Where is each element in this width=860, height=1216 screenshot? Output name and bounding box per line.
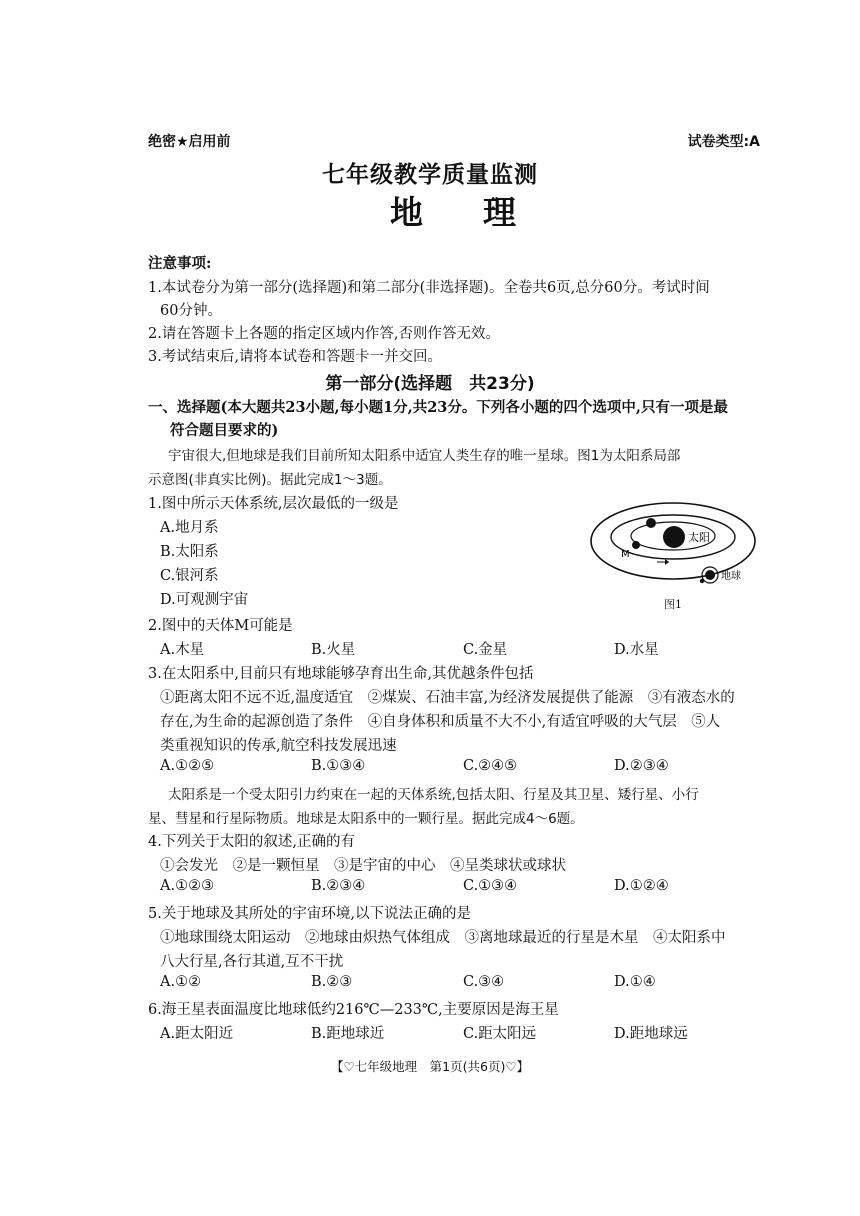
option-a: A.①②③ [160,878,215,894]
notice-item: 2.请在答题卡上各题的指定区域内作答,否则作答无效。 [148,326,500,342]
planet-m-icon [632,541,640,549]
question-stem: 2.图中的天体M可能是 [148,618,293,634]
figure-caption: 图1 [664,598,682,611]
question-stem: 6.海王星表面温度比地球低约216℃—233℃,主要原因是海王星 [148,1002,559,1018]
passage-text: 宇宙很大,但地球是我们目前所知太阳系中适宜人类生存的唯一星球。图1为太阳系局部 [168,448,681,464]
option-d: D.①②④ [614,878,669,894]
option-b: B.①③④ [311,758,366,774]
notice-heading: 注意事项: [148,255,212,272]
option-d: D.水星 [614,642,659,658]
passage-text: 星、彗星和行星际物质。地球是太阳系中的一颗行星。据此完成4～6题。 [148,811,584,827]
question-statement: ①会发光 ②是一颗恒星 ③是宇宙的中心 ④呈类球状或球状 [160,858,566,874]
paper-type-label: 试卷类型:A [687,134,760,150]
m-label: M [621,549,630,560]
question-statement: ①地球围绕太阳运动 ②地球由炽热气体组成 ③离地球最近的行星是木星 ④太阳系中 [160,930,726,946]
notice-item: 3.考试结束后,请将本试卷和答题卡一并交回。 [148,349,442,365]
option-c: C.①③④ [463,878,518,894]
question-statement: 类重视知识的传承,航空科技发展迅速 [160,738,397,754]
option-a: A.①②⑤ [160,758,215,774]
notice-item: 1.本试卷分为第一部分(选择题)和第二部分(非选择题)。全卷共6页,总分60分。考试时间 [148,280,710,296]
option-c: C.距太阳远 [463,1026,537,1042]
confidential-label: 绝密★启用前 [148,134,231,150]
sun-label: 太阳 [688,531,710,544]
page-footer: 【♡七年级地理 第1页(共6页)♡】 [330,1059,530,1074]
option-a: A.木星 [160,642,205,658]
question-statement: 存在,为生命的起源创造了条件 ④自身体积和质量不大不小,有适宜呼吸的大气层 ⑤人 [160,714,721,730]
question-statement: 八大行星,各行其道,互不干扰 [160,954,344,970]
option-b: B.火星 [311,642,356,658]
sun-icon [663,526,685,548]
option-c: C.②④⑤ [463,758,518,774]
question-stem: 3.在太阳系中,目前只有地球能够孕育出生命,其优越条件包括 [148,666,534,682]
part-instructions: 符合题目要求的) [170,422,279,439]
option-d: D.距地球远 [614,1026,688,1042]
notice-item: 60分钟。 [160,303,222,319]
option-a: A.距太阳近 [160,1026,234,1042]
moon-icon [700,579,704,583]
option-c: C.③④ [463,974,505,990]
option-d: D.可观测宇宙 [160,592,249,608]
option-b: B.②③④ [311,878,366,894]
part-instructions: 一、选择题(本大题共23小题,每小题1分,共23分。下列各小题的四个选项中,只有一项是最 [148,399,728,416]
section-title: 第一部分(选择题 共23分) [325,374,535,394]
earth-label: 地球 [721,571,741,582]
question-stem: 1.图中所示天体系统,层次最低的一级是 [148,496,399,512]
option-a: A.地月系 [160,520,219,536]
planet-icon [646,518,656,528]
option-b: B.距地球近 [311,1026,385,1042]
question-stem: 5.关于地球及其所处的宇宙环境,以下说法正确的是 [148,906,471,922]
passage-text: 太阳系是一个受太阳引力约束在一起的天体系统,包括太阳、行星及其卫星、矮行星、小行 [168,787,699,803]
option-b: B.太阳系 [160,544,219,560]
option-d: D.②③④ [614,758,669,774]
option-c: C.金星 [463,642,508,658]
option-c: C.银河系 [160,568,219,584]
exam-title: 七年级教学质量监测 [322,162,538,188]
option-b: B.②③ [311,974,353,990]
earth-icon [705,570,715,580]
solar-system-figure [585,497,765,597]
option-a: A.①② [160,974,202,990]
question-stem: 4.下列关于太阳的叙述,正确的有 [148,834,355,850]
subject-title: 地理 [390,193,576,232]
question-statement: ①距离太阳不远不近,温度适宜 ②煤炭、石油丰富,为经济发展提供了能源 ③有液态水的 [160,690,735,706]
option-d: D.①④ [614,974,656,990]
passage-text: 示意图(非真实比例)。据此完成1～3题。 [148,472,392,488]
